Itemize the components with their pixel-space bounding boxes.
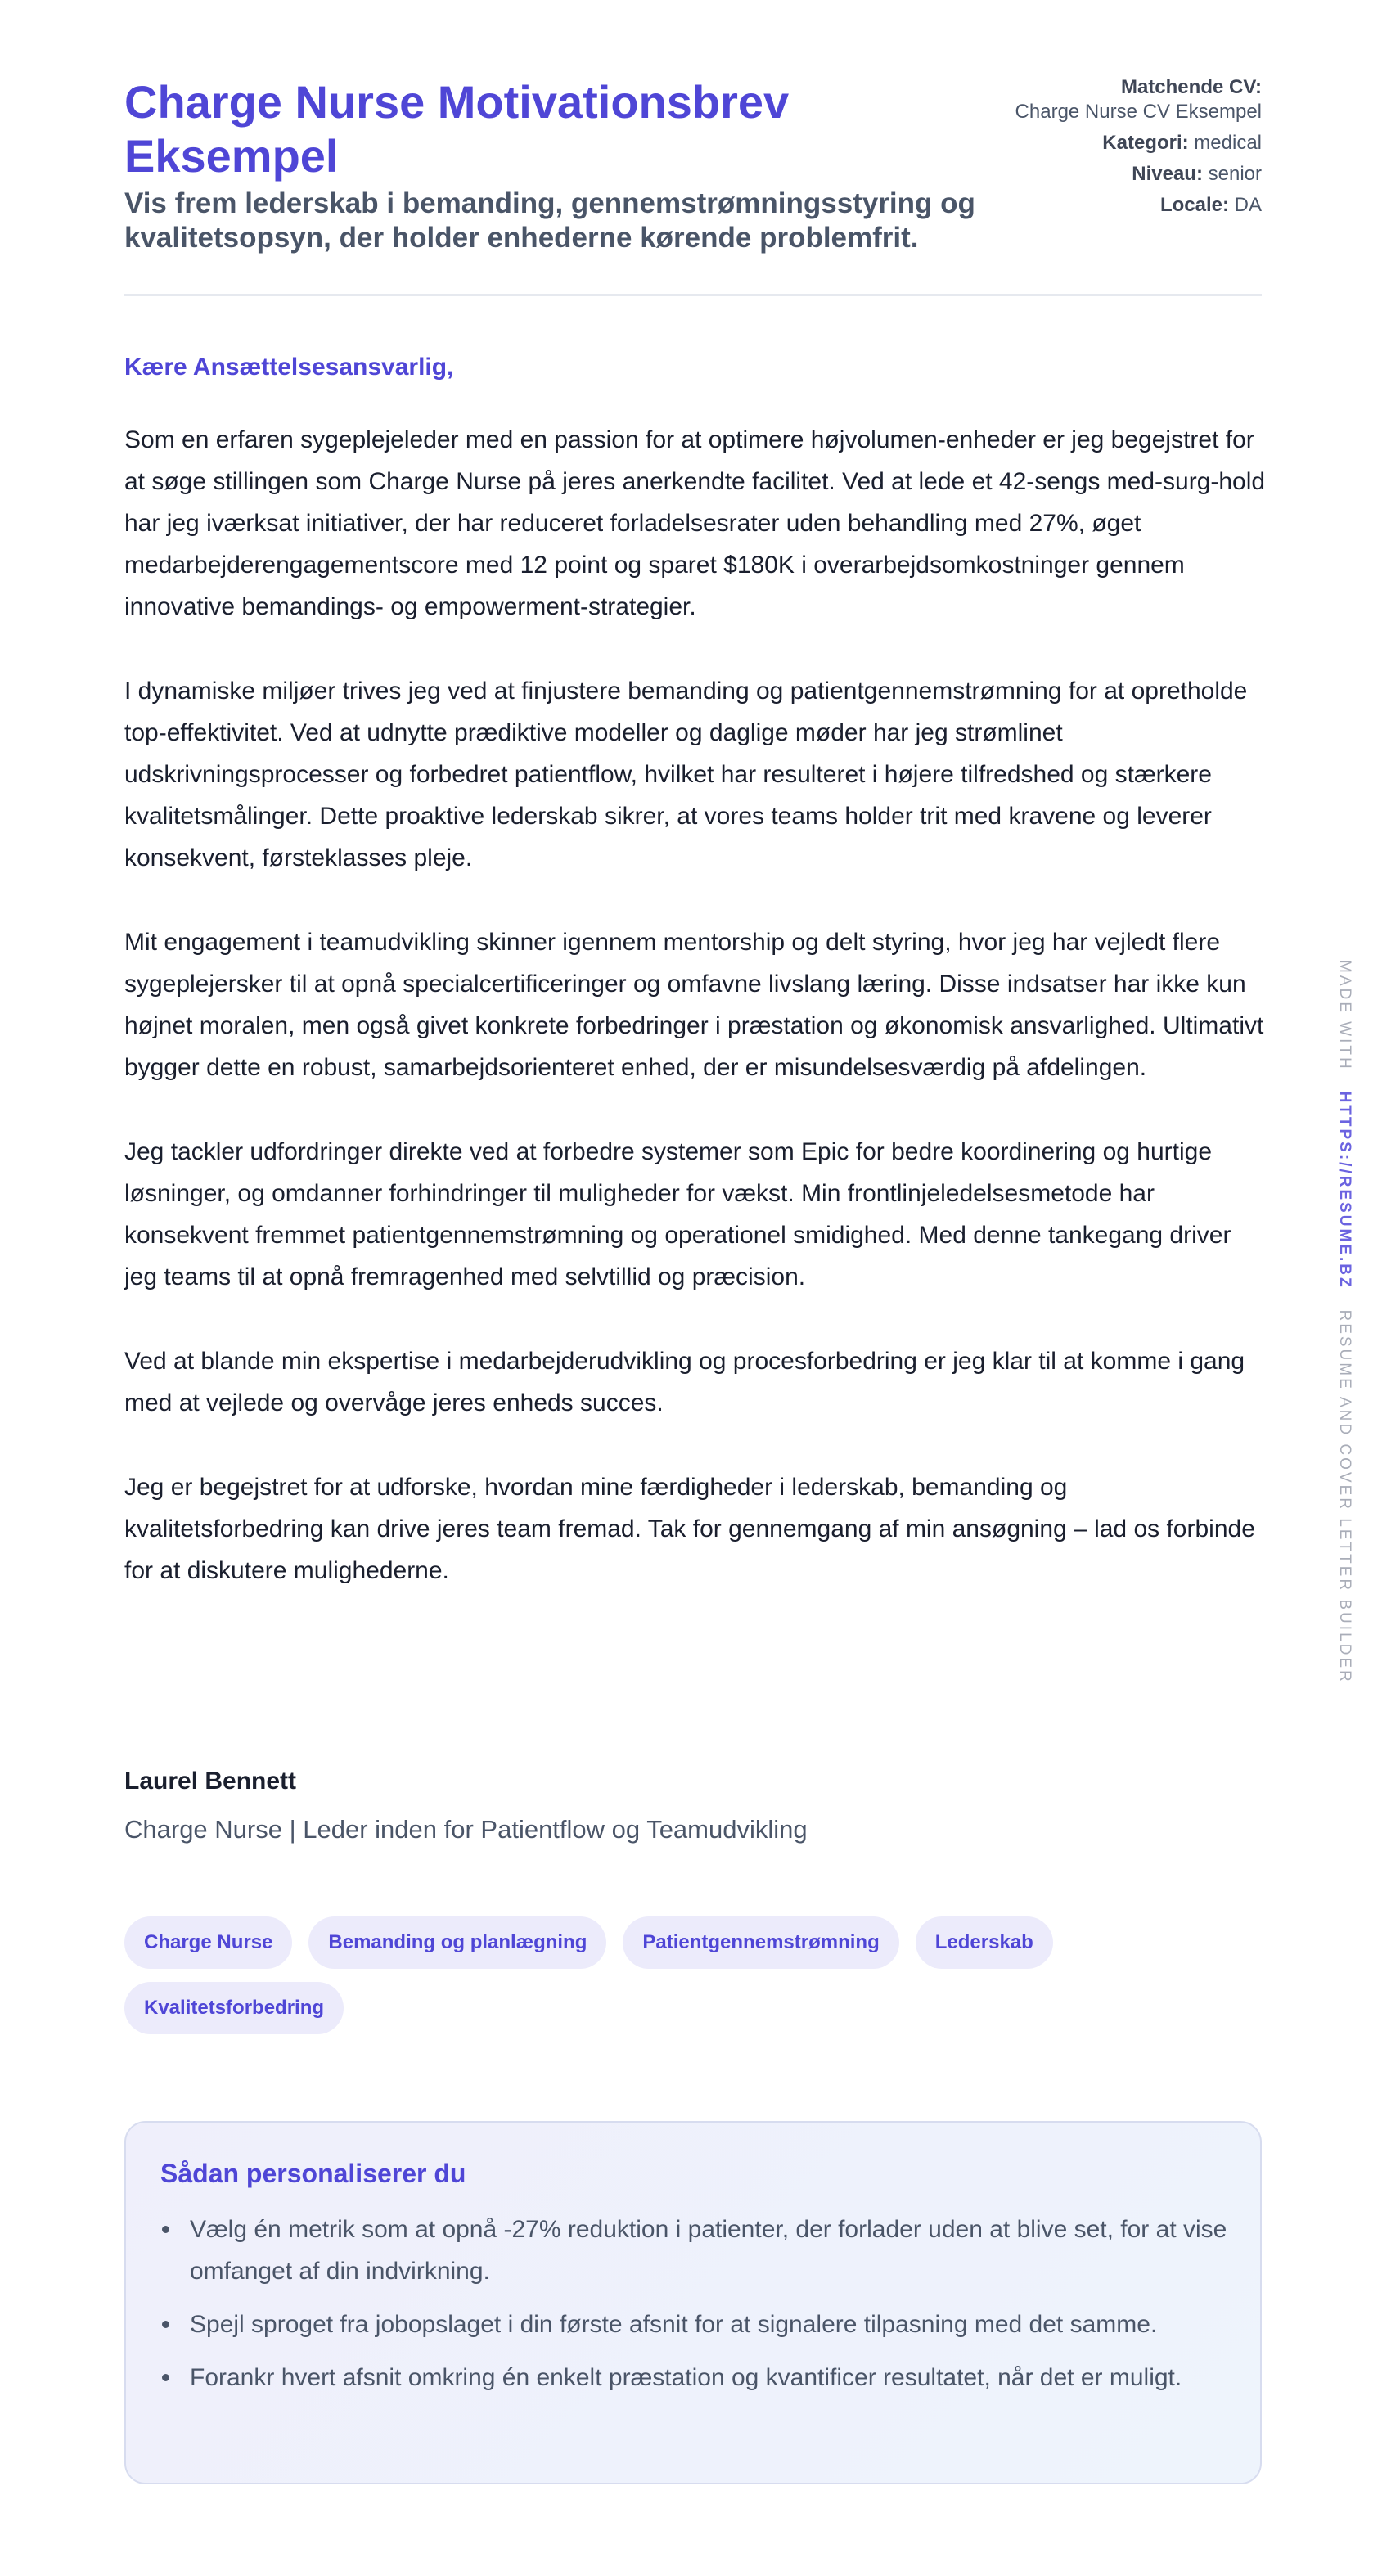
category-value: medical <box>1194 132 1262 154</box>
tips-title: Sådan personaliserer du <box>160 2159 466 2188</box>
letter-paragraph: Mit engagement i teamudvikling skinner igennem mentorship og delt styring, hvor jeg har vejledt flere sygeplejersker til at opnå specialcertificeringer og omfavne livslang læring. Disse indsatser har ikke kun højnet moralen, men også givet konkrete forbedringer i præstation og økonomisk ansvarlighed. Ultimativt bygger dette en robust, samarbejdsorienteret enhed, der er misundelsesværdig på afdelingen. <box>124 929 1264 1081</box>
locale-row <box>967 193 1262 218</box>
letter-paragraph: Jeg tackler udfordringer direkte ved at forbedre systemer som Epic for bedre koordinering og hurtige løsninger, og omdanner forhindringer til muligheder for vækst. Min frontlinjeledelsesmetode har konsekvent fremmet patientgennemstrømning og operationel smidighed. Med denne tankegang driver jeg teams til at opnå fremragenhed med selvtillid og præcision. <box>124 1138 1231 1290</box>
level-label: Niveau: <box>1132 163 1203 185</box>
page-subtitle: Vis frem lederskab i bemanding, gennemstrømningsstyring og kvalitetsopsyn, der holder enhederne kørende problemfrit. <box>124 187 975 254</box>
tips-list <box>160 2209 1227 2398</box>
skill-tag[interactable]: Charge Nurse <box>124 1916 292 1969</box>
letter-paragraph: Jeg er begejstret for at udforske, hvordan mine færdigheder i lederskab, bemanding og kvalitetsforbedring kan drive jeres team fremad. Tak for gennemgang af min ansøgning – lad os forbinde for at diskutere mulighederne. <box>124 1474 1255 1584</box>
locale-value: DA <box>1234 194 1262 216</box>
tip-item: Forankr hvert afsnit omkring én enkelt præstation og kvantificer resultatet, når det er muligt. <box>160 2357 1227 2398</box>
category-label: Kategori: <box>1102 132 1189 154</box>
locale-label: Locale: <box>1159 194 1229 216</box>
cover-letter-page <box>124 75 1266 2391</box>
credit-prefix: MADE WITH <box>1336 960 1353 1071</box>
matching-cv-value: Charge Nurse CV Eksempel <box>1015 101 1262 123</box>
meta-panel <box>967 75 1262 218</box>
level-value: senior <box>1208 163 1262 185</box>
letter-paragraph: Som en erfaren sygeplejeleder med en passion for at optimere højvolumen-enheder er jeg begejstret for at søge stillingen som Charge Nurse på jeres anerkendte facilitet. Ved at lede et 42-sengs med-surg-hold har jeg iværksat initiativer, der har reduceret forladelsesrater uden behandling med 27%, øget medarbejderengagementscore med 12 point og sparet $180K i overarbejdsomkostninger gennem innovative bemandings- og empowerment-strategier. <box>124 426 1266 620</box>
letter-paragraph: I dynamiske miljøer trives jeg ved at finjustere bemanding og patientgennemstrømning for at opretholde top-effektivitet. Ved at udnytte prædiktive modeller og daglige møder har jeg strømlinet udskrivningsprocesser og forbedret patientflow, hvilket har resulteret i højere tilfredshed og stærkere kvalitetsmålinger. Dette proaktive lederskab sikrer, at vores teams holder trit med kravene og leverer konsekvent, førsteklasses pleje. <box>124 678 1248 871</box>
header <box>124 75 1262 296</box>
tip-item: Vælg én metrik som at opnå -27% reduktion i patienter, der forlader uden at blive set, for at vise omfanget af din indvirkning. <box>160 2209 1227 2292</box>
letter-greeting: Kære Ansættelsesansvarlig, <box>124 354 454 381</box>
level-row <box>967 162 1262 187</box>
category-row <box>967 131 1262 155</box>
page-title: Charge Nurse Motivationsbrev Eksempel <box>124 76 790 182</box>
letter-paragraph: Ved at blande min ekspertise i medarbejderudvikling og procesforbedring er jeg klar til at komme i gang med at vejlede og overvåge jeres enheds succes. <box>124 1348 1245 1416</box>
personalization-tips-box <box>124 2121 1262 2484</box>
skill-tags <box>124 1916 1262 2034</box>
matching-cv-label: Matchende CV: <box>1120 76 1262 98</box>
letter-body <box>124 419 1266 1634</box>
tip-item: Spejl sproget fra jobopslaget i din første afsnit for at signalere tilpasning med det samme. <box>160 2304 1227 2345</box>
skill-tag[interactable]: Kvalitetsforbedring <box>124 1982 344 2034</box>
credit-link[interactable]: HTTPS://RESUME.BZ <box>1336 1091 1353 1290</box>
signer-role: Charge Nurse | Leder inden for Patientflow og Teamudvikling <box>124 1815 808 1844</box>
credit-suffix: RESUME AND COVER LETTER BUILDER <box>1336 1309 1353 1684</box>
side-credit-text <box>1335 960 1353 1684</box>
signer-name: Laurel Bennett <box>124 1768 297 1795</box>
skill-tag[interactable]: Patientgennemstrømning <box>623 1916 898 1969</box>
side-credit <box>1327 960 1360 1684</box>
skill-tag[interactable]: Bemanding og planlægning <box>308 1916 606 1969</box>
skill-tag[interactable]: Lederskab <box>916 1916 1053 1969</box>
